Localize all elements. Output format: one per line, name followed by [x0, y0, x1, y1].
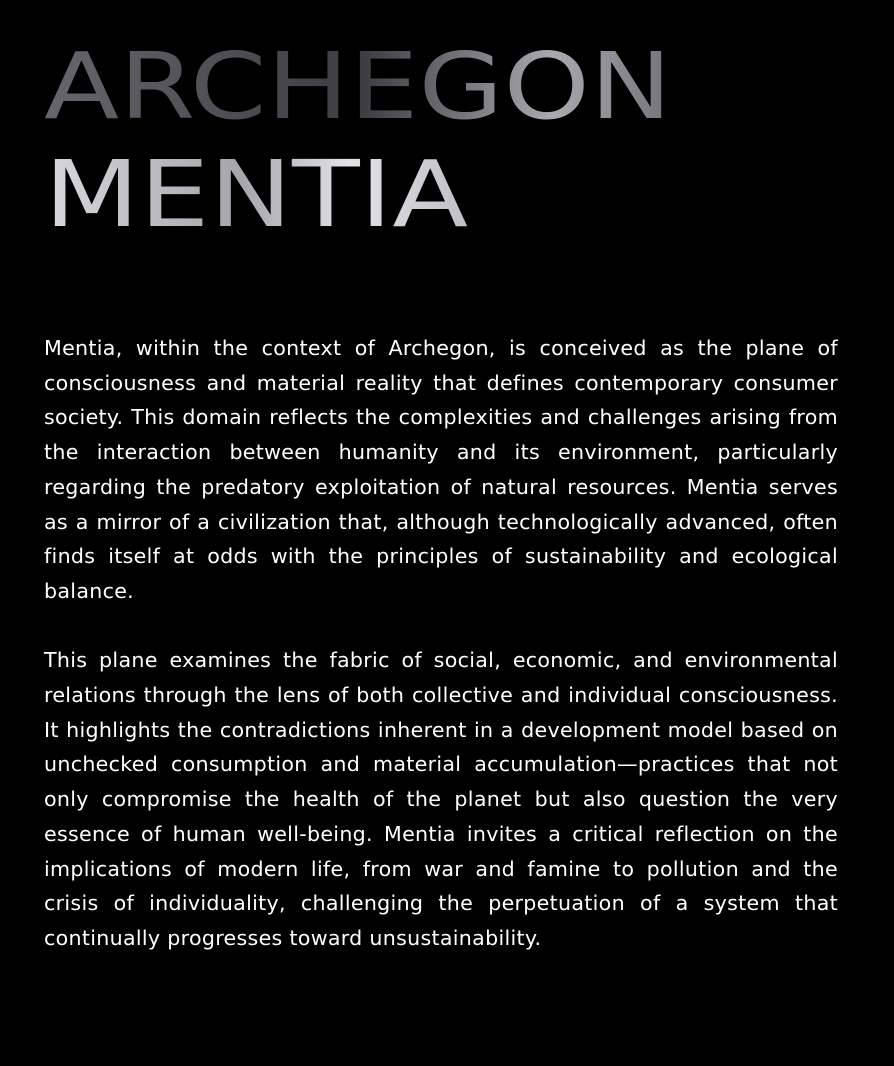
- title-block: [0, 0, 894, 260]
- title-line-2: MENTIA: [44, 141, 469, 248]
- paragraph-2: This plane examines the fabric of social, economic, and environmental relations through the lens of both collective and individual consciousness. It highlights the contradictions inherent in a development model based on unchecked consumption and material accumulation—practices that not only compromise the health of the planet but also question the very essence of human well-being. Mentia invites a critical reflection on the implications of modern life, from war and famine to pollution and the crisis of individuality, challenging the perpetuation of a system that continually progresses toward unsustainability.: [44, 648, 838, 950]
- paragraph-1: Mentia, within the context of Archegon, is conceived as the plane of consciousness and material reality that defines contemporary consumer society. This domain reflects the complexities and challenges arising from the interaction between humanity and its environment, particularly regarding the predatory exploitation of natural resources. Mentia serves as a mirror of a civilization that, although technologically advanced, often finds itself at odds with the principles of sustainability and ecological balance.: [44, 336, 838, 603]
- body-text: [44, 331, 838, 990]
- title-line-1: ARCHEGON: [44, 33, 672, 140]
